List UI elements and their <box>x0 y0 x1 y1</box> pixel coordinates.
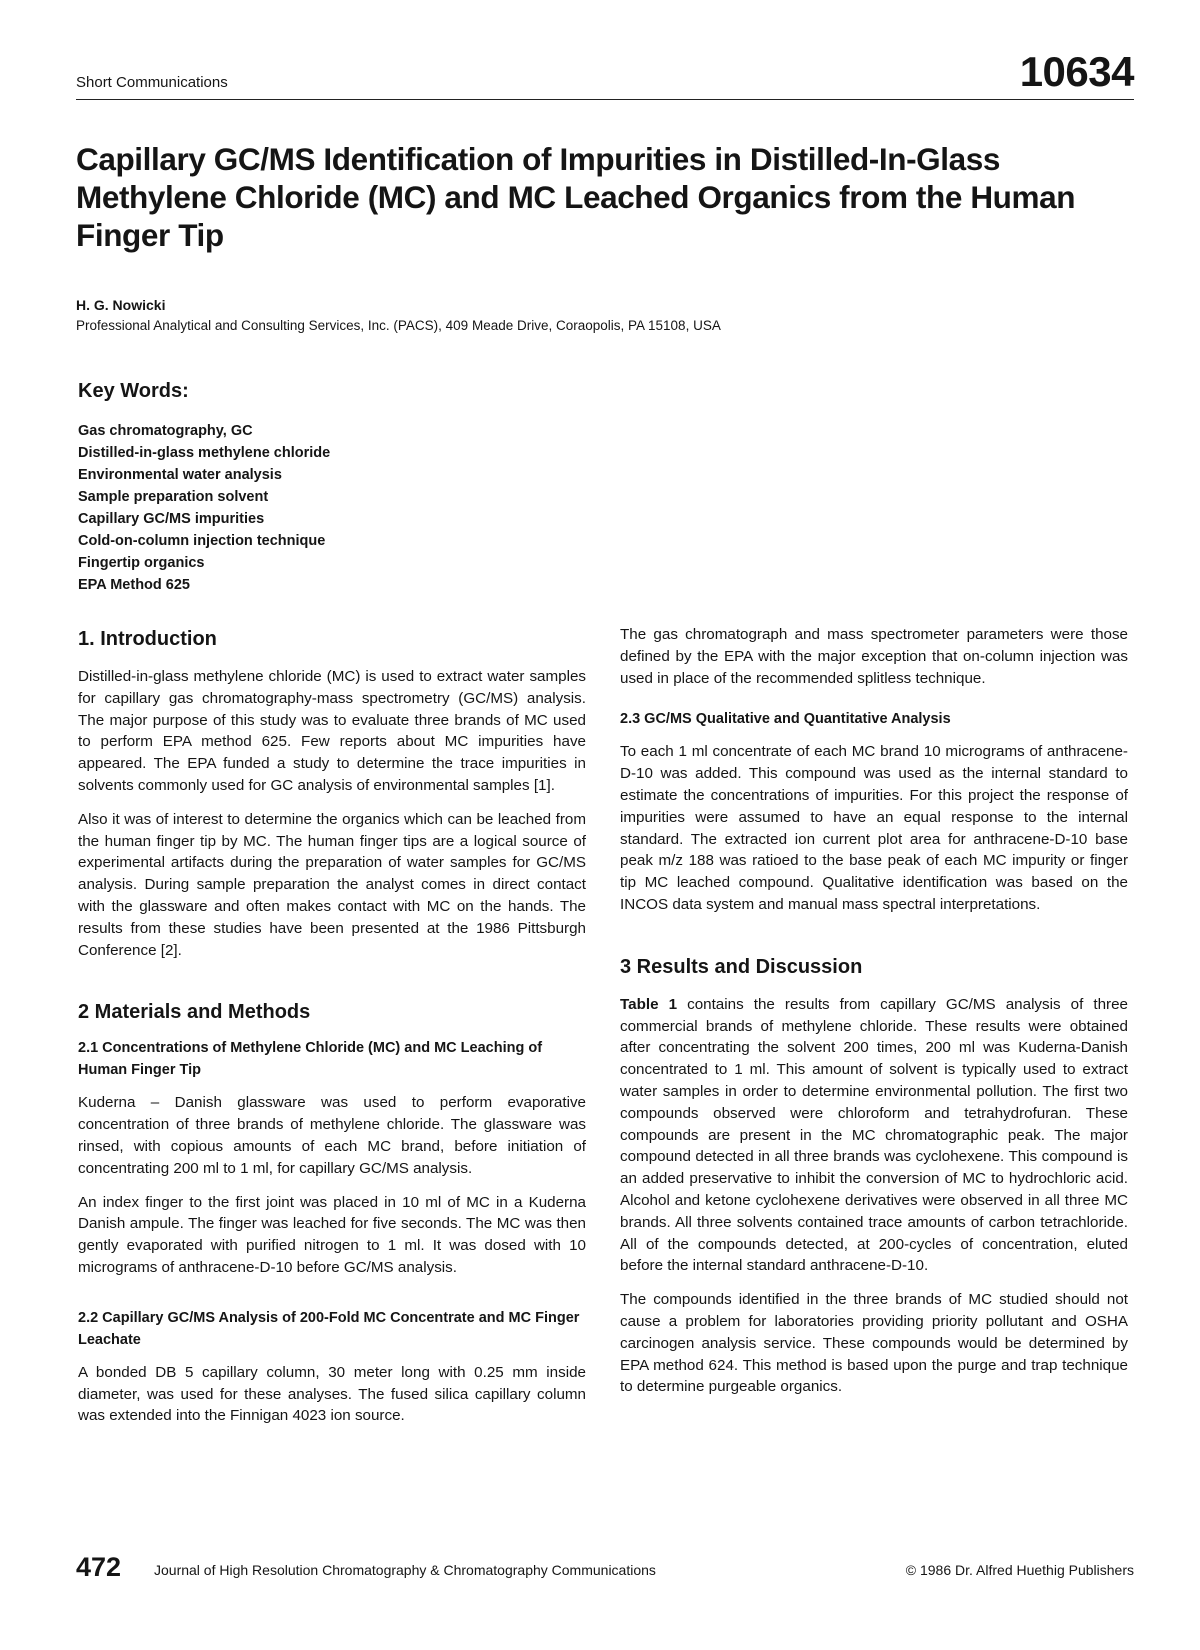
table-reference: Table 1 <box>620 995 678 1013</box>
results-heading: 3 Results and Discussion <box>620 955 863 978</box>
left-column <box>78 626 586 1427</box>
keyword-item: Cold-on-column injection technique <box>78 533 326 549</box>
section-label: Short Communications <box>76 74 228 91</box>
page-number: 472 <box>76 1552 122 1582</box>
right-column <box>620 624 1128 1398</box>
methods-paragraph: The gas chromatograph and mass spectrometer parameters were those defined by the EPA with the major exception that on-column injection was used in place of the recommended splitless technique. <box>620 626 1128 687</box>
page-id: 10634 <box>1019 48 1134 95</box>
keywords-list <box>78 420 330 596</box>
results-paragraph: The compounds identified in the three brands of MC studied should not cause a problem for laboratories providing priority pollutant and OSHA carcinogen analysis service. These compounds would be determined by EPA method 624. This method is based upon the purge and trap technique to determine purgeable organics. <box>620 1291 1128 1396</box>
introduction-paragraph: Distilled-in-glass methylene chloride (MC) is used to extract water samples for capillary gas chromatography-mass spectrometry (GC/MS) analysis. The major purpose of this study was to evaluate three brands of MC used to perform EPA method 625. Few reports about MC impurities have appeared. The EPA funded a study to determine the trace impurities in solvents commonly used for GC analysis of environmental samples [1]. <box>78 668 586 794</box>
subsection-2-2-heading: 2.2 Capillary GC/MS Analysis of 200-Fold MC Concentrate and MC Finger Leachate <box>78 1309 580 1348</box>
methods-heading: 2 Materials and Methods <box>78 1001 311 1024</box>
running-header <box>76 50 1134 100</box>
keyword-item: Fingertip organics <box>78 555 205 571</box>
author-name: H. G. Nowicki <box>76 297 166 313</box>
keyword-item: EPA Method 625 <box>78 577 190 593</box>
author-affiliation: Professional Analytical and Consulting Services, Inc. (PACS), 409 Meade Drive, Coraopolis, PA 15108, USA <box>76 318 721 333</box>
keyword-item: Gas chromatography, GC <box>78 423 253 439</box>
methods-paragraph: An index finger to the first joint was placed in 10 ml of MC in a Kuderna Danish ampule. The finger was leached for five seconds. The MC was then gently evaporated with purified nitrogen to 1 ml. It was dosed with 10 micrograms of anthracene-D-10 before GC/MS analysis. <box>78 1193 586 1276</box>
keyword-item: Distilled-in-glass methylene chloride <box>78 445 331 461</box>
methods-paragraph: A bonded DB 5 capillary column, 30 meter long with 0.25 mm inside diameter, was used for these analyses. The fused silica capillary column was extended into the Finnigan 4023 ion source. <box>78 1363 586 1425</box>
copyright-notice: © 1986 Dr. Alfred Huethig Publishers <box>905 1562 1134 1578</box>
journal-name: Journal of High Resolution Chromatography & Chromatography Communications <box>154 1562 656 1578</box>
article-title: Capillary GC/MS Identification of Impurities in Distilled-In-Glass Methylene Chloride (MC) and MC Leached Organics from the Human Finger Tip <box>76 141 1076 253</box>
methods-paragraph: To each 1 ml concentrate of each MC brand 10 micrograms of anthracene-D-10 was added. This compound was used as the internal standard to estimate the concentrations of impurities. For this project the response of impurities were assumed to have an equal response to the internal standard. The extracted ion current plot area for anthracene-D-10 base peak m/z 188 was ratioed to the base peak of each MC impurity or finger tip MC leached compound. Qualitative identification was based on the INCOS data system and manual mass spectral interpretations. <box>620 743 1128 913</box>
introduction-heading: 1. Introduction <box>78 628 217 650</box>
introduction-paragraph: Also it was of interest to determine the organics which can be leached from the human finger tip by MC. The human finger tips are a logical source of experimental artifacts during the preparation of water samples for GC/MS analysis. During sample preparation the analyst comes in direct contact with the glassware and often makes contact with MC on the hands. The results from these studies have been presented at the 1986 Pittsburgh Conference [2]. <box>78 810 586 959</box>
keyword-item: Environmental water analysis <box>78 467 282 483</box>
results-text: contains the results from capillary GC/MS analysis of three commercial brands of methylene chloride. These results were obtained after concentrating the solvent 200 times, 200 ml was Kuderna-Danish concentrated to 1 ml. This amount of solvent is typically used to extract water samples in order to determine environmental pollution. The first two compounds observed were chloroform and tetrahydrofuran. These compounds are present in the MC chromatographic peak. The major compound detected in all three brands was cyclohexene. This compound is an added preservative to inhibit the conversion of MC to hydrochloric acid. Alcohol and ketone cyclohexene derivatives were observed in all three MC brands. All three solvents contained trace amounts of carbon tetrachloride. All of the compounds detected, at 200-cycles of concentration, eluted before the internal standard anthracene-D-10. <box>620 995 1128 1275</box>
subsection-2-1-heading: 2.1 Concentrations of Methylene Chloride (MC) and MC Leaching of Human Finger Tip <box>78 1040 543 1079</box>
results-paragraph <box>620 994 1128 1277</box>
methods-paragraph: Kuderna – Danish glassware was used to perform evaporative concentration of three brands of methylene chloride. The glassware was rinsed, with copious amounts of each MC brand, before initiation of concentrating 200 ml to 1 ml, for capillary GC/MS analysis. <box>78 1094 586 1177</box>
keyword-item: Sample preparation solvent <box>78 489 269 505</box>
keyword-item: Capillary GC/MS impurities <box>78 511 265 527</box>
subsection-2-3-heading: 2.3 GC/MS Qualitative and Quantitative Analysis <box>620 711 951 728</box>
running-footer <box>76 1552 1134 1588</box>
keywords-heading: Key Words: <box>78 380 189 402</box>
